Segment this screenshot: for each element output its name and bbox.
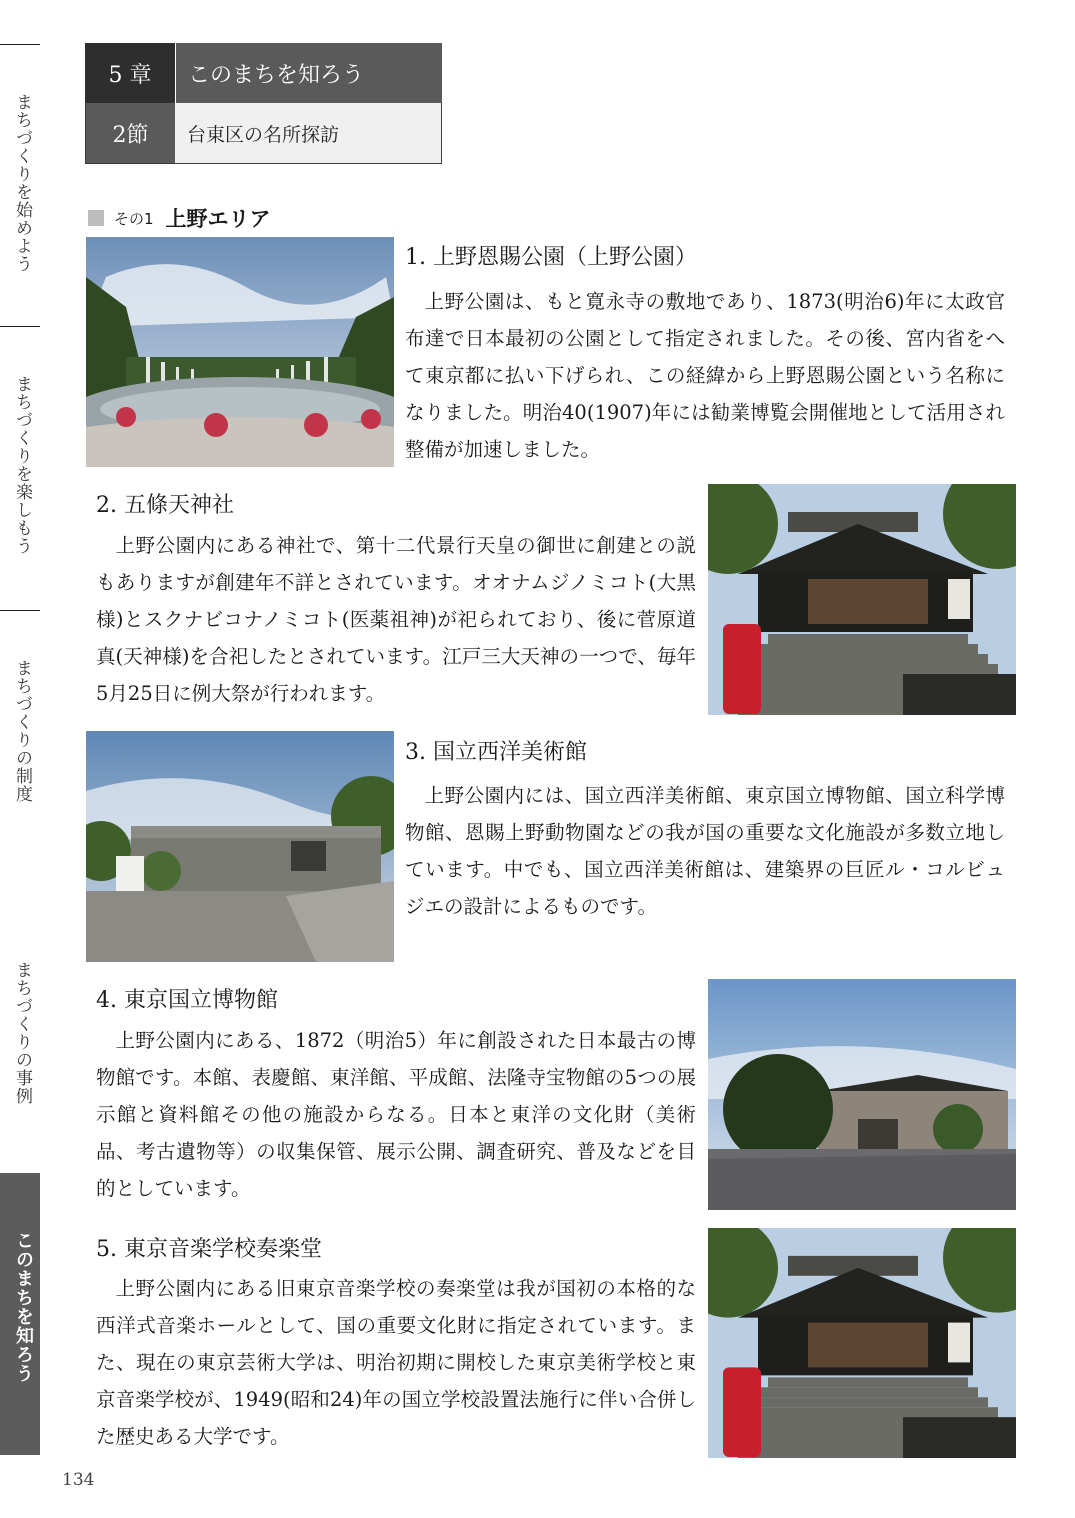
section-body-4: 上野公園内にある、1872（明治5）年に創設された日本最古の博物館です。本館、表慶館、東洋館、平成館、法隆寺宝物館の5つの展示館と資料館その他の施設からなる。日本と東洋の文化財（美術品、考古遺物等）の収集保管、展示公開、調査研究、普及などを目的としています。 [96,1029,696,1200]
section-number: 2節 [86,103,175,163]
area-heading [88,203,271,233]
chapter-row [85,43,442,103]
section-row [85,103,442,164]
section-title-5: 5. 東京音楽学校奏楽堂 [96,1237,322,1262]
side-tab-label: このまちを知ろう [13,1231,34,1383]
side-tab-enjoy[interactable] [0,326,40,610]
section-title-2: 2. 五條天神社 [96,493,234,518]
photo-tokyo-national-museum [708,979,1016,1210]
section-body-1: 上野公園は、もと寛永寺の敷地であり、1873(明治6)年に太政官布達で日本最初の公園として指定されました。その後、宮内省をへて東京都に払い下げられ、この経緯から上野恩賜公園という名称になりました。明治40(1907)年には勧業博覧会開催地として活用され整備が加速しました。 [405,290,1005,461]
photo-sogakudo-hall [708,1228,1016,1458]
area-prefix: その1 [114,209,154,228]
chapter-header [85,43,442,164]
photo-national-museum-western-art [86,731,394,962]
section-body-5: 上野公園内にある旧東京音楽学校の奏楽堂は我が国初の本格的な西洋式音楽ホールとして、国の重要文化財に指定されています。また、現在の東京芸術大学は、明治初期に開校した東京美術学校と東京音楽学校が、1949(昭和24)年の国立学校設置法施行に伴い合併した歴史ある大学です。 [96,1277,696,1448]
side-tab-system[interactable] [0,610,40,893]
chapter-number: 5 章 [85,43,175,103]
area-title: 上野エリア [165,207,271,231]
section-title: 台東区の名所探訪 [175,103,441,163]
section-title-3: 3. 国立西洋美術館 [405,740,587,765]
section-body-2: 上野公園内にある神社で、第十二代景行天皇の御世に創建との説もありますが創建年不詳とされています。オオナムジノミコト(大黒様)とスクナビコナノミコト(医薬祖神)が祀られており、後に菅原道真(天神様)を合祀したとされています。江戸三大天神の一つで、毎年5月25日に例大祭が行われます。 [96,534,696,705]
side-tab-start[interactable] [0,44,40,326]
section-title-4: 4. 東京国立博物館 [96,988,278,1013]
side-tab-label: まちづくりの制度 [12,659,32,803]
photo-ueno-park-fountain [86,237,394,467]
page-number: 134 [62,1470,95,1490]
side-tab-examples[interactable] [0,893,40,1173]
side-tab-label: まちづくりを楽しもう [12,375,32,555]
photo-gojo-tenjin-shrine [708,484,1016,715]
side-tab-label: まちづくりの事例 [12,961,32,1105]
side-tab-label: まちづくりを始めよう [12,93,32,273]
chapter-title: このまちを知ろう [175,43,442,103]
section-title-1: 1. 上野恩賜公園（上野公園） [405,245,697,270]
section-body-3: 上野公園内には、国立西洋美術館、東京国立博物館、国立科学博物館、恩賜上野動物園などの我が国の重要な文化施設が多数立地しています。中でも、国立西洋美術館は、建築界の巨匠ル・コルビュジエの設計によるものです。 [405,784,1005,918]
side-tab-know-town[interactable] [0,1173,40,1455]
square-bullet-icon [88,210,104,226]
